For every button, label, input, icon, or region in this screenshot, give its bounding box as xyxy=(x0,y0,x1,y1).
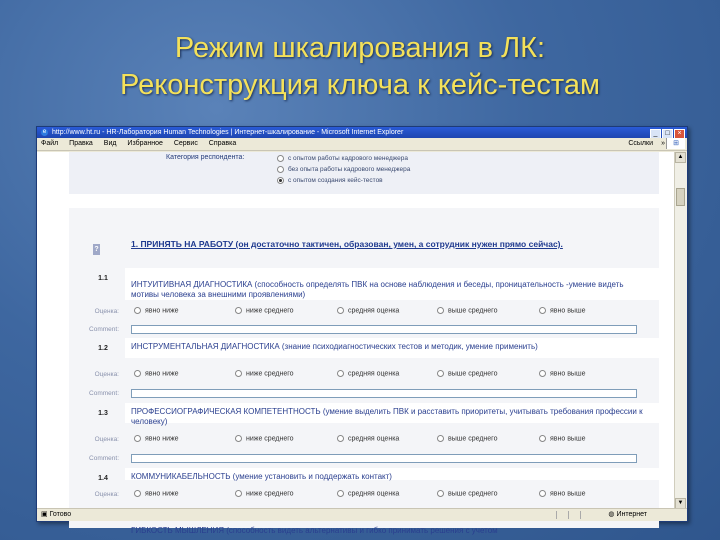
maximize-button[interactable]: □ xyxy=(662,129,673,140)
radio-icon[interactable] xyxy=(134,370,141,377)
radio-icon[interactable] xyxy=(437,370,444,377)
rating-option[interactable]: явно ниже xyxy=(134,490,179,497)
radio-icon[interactable] xyxy=(539,490,546,497)
minimize-button[interactable]: _ xyxy=(650,129,661,140)
scroll-up-icon[interactable]: ▲ xyxy=(675,152,686,163)
status-divider xyxy=(556,511,557,519)
radio-icon[interactable] xyxy=(437,435,444,442)
rating-option[interactable]: средняя оценка xyxy=(337,370,399,377)
status-divider xyxy=(580,511,581,519)
rating-label: Оценка: xyxy=(94,371,119,378)
radio-icon[interactable] xyxy=(337,490,344,497)
radio-icon[interactable] xyxy=(437,490,444,497)
window-titlebar xyxy=(37,127,687,138)
respondent-option[interactable]: с опытом создания кейс-тестов xyxy=(277,177,383,184)
radio-icon[interactable] xyxy=(134,490,141,497)
rating-option[interactable]: средняя оценка xyxy=(337,490,399,497)
menu-view[interactable]: Вид xyxy=(103,140,117,147)
comment-label: Comment: xyxy=(89,326,119,333)
page-done-icon: ▣ xyxy=(41,511,50,518)
scroll-thumb[interactable] xyxy=(676,188,685,206)
slide-title xyxy=(0,30,720,104)
comment-input[interactable] xyxy=(131,454,637,463)
radio-icon[interactable] xyxy=(235,370,242,377)
question-text: ПРОФЕССИОГРАФИЧЕСКАЯ КОМПЕТЕНТНОСТЬ (умение выделить ПВК и расставить приоритеты, учитывать требования профессии к человеку) xyxy=(131,407,643,426)
rating-option[interactable]: выше среднего xyxy=(437,435,497,442)
radio-icon[interactable] xyxy=(539,435,546,442)
respondent-option[interactable]: с опытом работы кадрового менеджера xyxy=(277,155,408,162)
status-divider xyxy=(568,511,569,519)
menu-favorites[interactable]: Избранное xyxy=(127,140,163,147)
radio-icon[interactable] xyxy=(235,307,242,314)
rating-option[interactable]: явно выше xyxy=(539,370,585,377)
menu-bar xyxy=(37,138,687,151)
rating-option[interactable]: явно выше xyxy=(539,435,585,442)
globe-icon: ◍ xyxy=(608,511,617,518)
radio-selected-icon[interactable] xyxy=(277,177,284,184)
section-title[interactable]: 1. ПРИНЯТЬ НА РАБОТУ (он достаточно тактичен, образован, умен, а сотрудник нужен прямо сейчас). xyxy=(131,239,563,249)
rating-label: Оценка: xyxy=(94,436,119,443)
question-number: 1.3 xyxy=(98,410,108,417)
rating-label: Оценка: xyxy=(94,308,119,315)
question-text: ИНСТРУМЕНТАЛЬНАЯ ДИАГНОСТИКА (знание психодиагностических тестов и методик, умение применить) xyxy=(131,342,538,351)
menu-tools[interactable]: Сервис xyxy=(173,140,198,147)
question-text: КОММУНИКАБЕЛЬНОСТЬ (умение установить и поддержать контакт) xyxy=(131,472,392,481)
radio-icon[interactable] xyxy=(235,490,242,497)
menu-edit[interactable]: Правка xyxy=(69,140,93,147)
radio-icon[interactable] xyxy=(134,307,141,314)
vertical-scrollbar[interactable] xyxy=(674,152,687,509)
windows-logo-icon: ⊞ xyxy=(666,138,685,149)
question-number: 1.4 xyxy=(98,475,108,482)
rating-option[interactable]: выше среднего xyxy=(437,307,497,314)
rating-option[interactable]: явно ниже xyxy=(134,307,179,314)
comment-input[interactable] xyxy=(131,325,637,334)
radio-icon[interactable] xyxy=(337,370,344,377)
partial-question-text: ГИБКОСТЬ МЫШЛЕНИЯ (способность видеть альтернативы и гибко принимать решения с учетом xyxy=(131,526,498,535)
comment-label: Comment: xyxy=(89,390,119,397)
scroll-down-icon[interactable]: ▼ xyxy=(675,498,686,509)
respondent-category-box xyxy=(69,152,659,194)
rating-option[interactable]: средняя оценка xyxy=(337,307,399,314)
respondent-option[interactable]: без опыта работы кадрового менеджера xyxy=(277,166,410,173)
radio-icon[interactable] xyxy=(134,435,141,442)
rating-option[interactable]: ниже среднего xyxy=(235,370,294,377)
radio-icon[interactable] xyxy=(539,307,546,314)
menu-file[interactable]: Файл xyxy=(41,140,59,147)
rating-option[interactable]: явно ниже xyxy=(134,370,179,377)
rating-label: Оценка: xyxy=(94,491,119,498)
question-mark-icon: ? xyxy=(94,246,99,253)
rating-option[interactable]: явно ниже xyxy=(134,435,179,442)
rating-option[interactable]: ниже среднего xyxy=(235,307,294,314)
window-title: http://www.ht.ru - HR-Лаборатория Human Technologies | Интернет-шкалирование - Microsoft Internet Explorer xyxy=(51,129,404,136)
respondent-category-label: Категория респондента: xyxy=(166,154,245,161)
slide-title-line2: Реконструкция ключа к кейс-тестам xyxy=(120,69,600,101)
rating-option[interactable]: ниже среднего xyxy=(235,435,294,442)
rating-option[interactable]: средняя оценка xyxy=(337,435,399,442)
radio-icon[interactable] xyxy=(337,435,344,442)
radio-icon[interactable] xyxy=(277,155,284,162)
ie-logo-icon: e xyxy=(42,128,47,135)
rating-option[interactable]: ниже среднего xyxy=(235,490,294,497)
radio-icon[interactable] xyxy=(337,307,344,314)
status-bar xyxy=(37,508,687,521)
radio-icon[interactable] xyxy=(437,307,444,314)
question-text: ИНТУИТИВНАЯ ДИАГНОСТИКА (способность определять ПВК на основе наблюдения и беседы, проницательность -умение видеть мотивы человека за внешними проявлениями) xyxy=(131,280,624,299)
radio-icon[interactable] xyxy=(539,370,546,377)
menu-help[interactable]: Справка xyxy=(208,140,237,147)
rating-option[interactable]: явно выше xyxy=(539,307,585,314)
links-toolbar[interactable]: Ссылки xyxy=(628,140,653,147)
question-number: 1.2 xyxy=(98,345,108,352)
slide-title-line1: Режим шкалирования в ЛК: xyxy=(174,32,546,64)
radio-icon[interactable] xyxy=(235,435,242,442)
rating-option[interactable]: явно выше xyxy=(539,490,585,497)
zone-indicator: ◍ Интернет xyxy=(608,511,647,518)
question-number: 1.1 xyxy=(98,275,108,282)
rating-option[interactable]: выше среднего xyxy=(437,490,497,497)
status-text: ▣ Готово xyxy=(41,511,72,518)
comment-input[interactable] xyxy=(131,389,637,398)
rating-option[interactable]: выше среднего xyxy=(437,370,497,377)
radio-icon[interactable] xyxy=(277,166,284,173)
close-button[interactable]: × xyxy=(674,129,685,140)
comment-label: Comment: xyxy=(89,455,119,462)
links-chevron-icon[interactable]: » xyxy=(661,140,665,147)
browser-window xyxy=(36,126,688,535)
